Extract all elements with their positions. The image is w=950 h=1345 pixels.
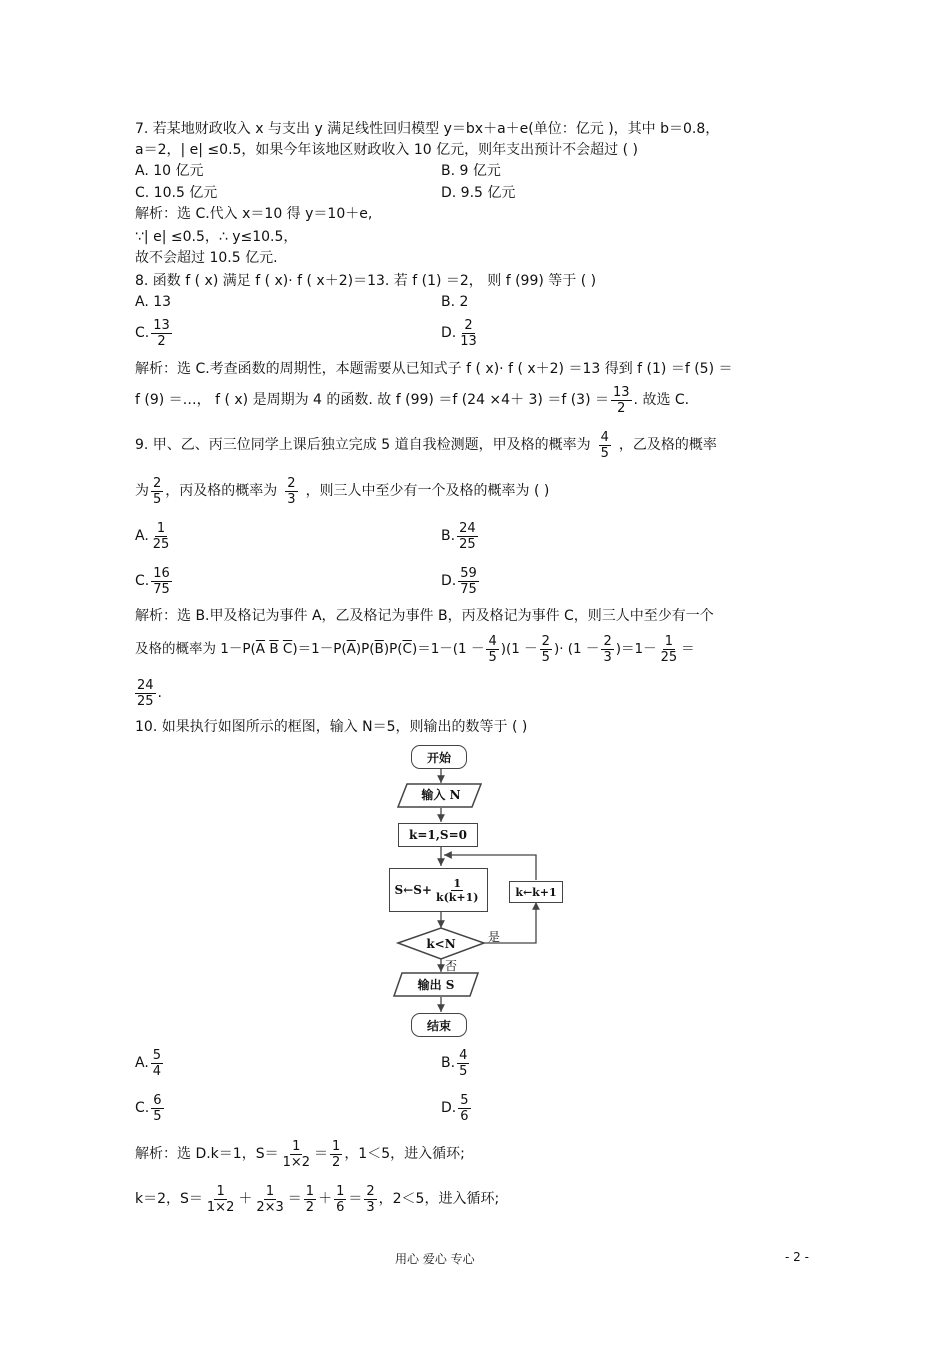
fraction-numerator: 13	[153, 317, 170, 333]
sol-text: k＝2，S＝	[135, 1191, 203, 1207]
fraction-numerator: 1	[216, 1183, 225, 1199]
q9-option-a-label: A.	[135, 528, 149, 544]
q9-stem-text-4: ，丙及格的概率为	[165, 483, 278, 499]
fraction-numerator: 59	[460, 565, 477, 581]
flowchart-calc	[389, 868, 488, 912]
fraction-denominator: 25	[660, 649, 678, 665]
sol-text: )P(	[383, 641, 403, 657]
fraction-numerator: 2	[541, 633, 550, 649]
flowchart-end: 结束	[411, 1013, 467, 1037]
fraction-numerator: 1	[336, 1183, 345, 1199]
q10-option-a	[135, 1046, 165, 1080]
sol-text: ＝	[348, 1191, 363, 1207]
sol-text: ＝	[681, 641, 695, 657]
sol-text: ，2＜5，进入循环;	[378, 1191, 500, 1207]
q7-option-c: C. 10.5 亿元	[135, 185, 218, 201]
flowchart-output-label: 输出 S	[417, 978, 455, 992]
fraction-numerator: 5	[460, 1092, 469, 1108]
fraction-numerator: 2	[464, 317, 473, 333]
fraction-denominator: 2×3	[256, 1199, 284, 1215]
event-b-complement: $\overline{B}$	[269, 641, 279, 657]
q7-option-d: D. 9.5 亿元	[441, 185, 516, 201]
q10-option-d	[441, 1091, 473, 1125]
flowchart-condition: k<N	[426, 937, 456, 951]
sol-text: ＋	[318, 1191, 333, 1207]
q9-stem-text-3: 为	[135, 483, 149, 499]
fraction-numerator: 1	[265, 1183, 275, 1199]
fraction-numerator: 1	[305, 1183, 315, 1199]
fraction-denominator: 6	[460, 1108, 469, 1124]
q8-stem: 8. 函数 f ( x) 满足 f ( x)· f ( x＋2)＝13. 若 f (1) ＝2， 则 f (99) 等于 ( )	[135, 273, 597, 289]
footer-motto: 用心 爱心 专心	[395, 1252, 475, 1266]
q10-option-c	[135, 1091, 166, 1125]
fraction	[205, 1184, 236, 1215]
fraction-denominator: 5	[541, 649, 550, 665]
q10-option-a-label: A.	[135, 1055, 149, 1071]
fraction-numerator: 24	[137, 677, 154, 693]
fraction-numerator: 4	[488, 633, 497, 649]
flowchart-input-label: 输入 N	[421, 788, 461, 802]
fraction-numerator: 2	[366, 1183, 375, 1199]
fraction-denominator: 5	[153, 1108, 162, 1124]
q7-solution-line2: ∵| e| ≤0.5，∴ y≤10.5，	[135, 229, 298, 245]
fraction	[330, 1139, 342, 1170]
fraction-denominator: 1×2	[282, 1154, 311, 1170]
q7-stem-line2: a＝2，| e| ≤0.5，如果今年该地区财政收入 10 亿元，则年支出预计不会超过 ( )	[135, 142, 638, 158]
sol-text: )＝1－P(	[292, 641, 347, 657]
sol-text: )· (1 －	[553, 641, 600, 657]
fraction-denominator: 2	[305, 1199, 315, 1215]
flowchart-calc-fraction	[434, 877, 481, 904]
fraction-denominator: 3	[366, 1199, 375, 1215]
flowchart-no-label: 否	[445, 959, 458, 973]
event-a-complement: $\overline{A}$	[255, 641, 266, 657]
page-number: - 2 -	[785, 1250, 809, 1264]
fraction-denominator: 75	[153, 581, 170, 597]
q8-option-d-label: D.	[441, 325, 457, 341]
q10-solution-line1	[135, 1137, 465, 1171]
q10-option-a-fraction	[151, 1048, 163, 1079]
q9-stem-text-2: ，乙及格的概率	[618, 437, 717, 453]
flowchart-yes-label: 是	[488, 930, 501, 944]
fraction-denominator: 25	[152, 536, 170, 552]
q10-stem: 10. 如果执行如图所示的框图，输入 N＝5，则输出的数等于 ( )	[135, 719, 528, 735]
fraction	[254, 1184, 285, 1215]
q10-option-b-fraction	[457, 1048, 469, 1079]
fraction-denominator: 6	[336, 1199, 345, 1215]
fraction-denominator: 2	[617, 400, 626, 416]
q7-solution-line1: 解析：选 C.代入 x＝10 得 y＝10＋e,	[135, 206, 373, 222]
fraction-denominator: 5	[153, 491, 162, 507]
sol-text: ，1＜5，进入循环;	[344, 1146, 465, 1162]
sol-text: 解析：选 D.k＝1，S＝	[135, 1146, 279, 1162]
q10-option-d-fraction	[458, 1093, 470, 1124]
q9-solution-line1: 解析：选 B.甲及格记为事件 A，乙及格记为事件 B，丙及格记为事件 C，则三人中至少有一个	[135, 608, 714, 624]
q7-option-a: A. 10 亿元	[135, 163, 204, 179]
flowchart-increment: k←k+1	[509, 881, 563, 903]
q7-option-b: B. 9 亿元	[441, 163, 501, 179]
event-a-complement: $\overline{A}$	[346, 641, 356, 657]
fraction-denominator: 1×2	[206, 1199, 235, 1215]
fraction-numerator: 5	[152, 1047, 162, 1063]
q9-option-c-label: C.	[135, 573, 150, 589]
q10-option-b-label: B.	[441, 1055, 456, 1071]
fraction-denominator: 3	[603, 649, 612, 665]
fraction	[304, 1184, 316, 1215]
fraction	[364, 1184, 376, 1215]
q8-solution-text-end: . 故选 C.	[633, 392, 690, 408]
fraction-numerator: 1	[292, 1138, 301, 1154]
sol-text: .	[157, 685, 162, 701]
fraction-numerator: 2	[153, 475, 162, 491]
sol-text: ＋	[238, 1191, 253, 1207]
fraction-denominator: 25	[137, 693, 154, 709]
fraction-numerator: 1	[453, 876, 462, 890]
q9-stem-text-5: ，则三人中至少有一个及格的概率为 ( )	[305, 483, 550, 499]
fraction-denominator: 75	[460, 581, 477, 597]
fraction-denominator: 3	[287, 491, 296, 507]
event-b-complement: $\overline{B}$	[374, 641, 384, 657]
fraction-denominator: 5	[459, 1063, 468, 1079]
fraction-numerator: 2	[287, 475, 296, 491]
q9-option-d-label: D.	[441, 573, 457, 589]
fraction-denominator: k(k+1)	[435, 890, 479, 904]
fraction-denominator: 4	[152, 1063, 162, 1079]
q10-option-d-label: D.	[441, 1100, 457, 1116]
fraction-numerator: 16	[153, 565, 170, 581]
fraction	[281, 1139, 312, 1170]
q8-option-c-label: C.	[135, 325, 150, 341]
sol-text: ＝	[287, 1191, 302, 1207]
fraction-denominator: 5	[488, 649, 497, 665]
flowchart-init: k=1,S=0	[398, 823, 478, 847]
sol-text: )＝1－	[615, 641, 657, 657]
fraction-denominator: 25	[459, 536, 476, 552]
fraction-numerator: 6	[153, 1092, 162, 1108]
fraction	[334, 1184, 346, 1215]
fraction-denominator: 13	[460, 333, 477, 349]
event-c-complement: $\overline{C}$	[282, 641, 293, 657]
q10-option-c-fraction	[151, 1093, 163, 1124]
fraction-numerator: 1	[332, 1138, 341, 1154]
flowchart-start: 开始	[411, 745, 467, 769]
q8-option-a: A. 13	[135, 294, 172, 310]
fraction-numerator: 1	[156, 520, 166, 536]
sol-text: ＝	[314, 1146, 329, 1162]
q10-option-b	[441, 1046, 471, 1080]
fraction-numerator: 24	[459, 520, 476, 536]
fraction-denominator: 2	[332, 1154, 341, 1170]
q8-solution-text: f (9) ＝…， f ( x) 是周期为 4 的函数. 故 f (99) ＝f (24 ×4＋ 3) ＝f (3) ＝	[135, 392, 609, 408]
q10-solution-line2	[135, 1182, 499, 1216]
q9-option-b-label: B.	[441, 528, 456, 544]
q8-solution-line1: 解析：选 C.考查函数的周期性，本题需要从已知式子 f ( x)· f ( x＋2) ＝13 得到 f (1) ＝f (5) ＝	[135, 361, 733, 377]
fraction-numerator: 1	[664, 633, 673, 649]
fraction-numerator: 2	[603, 633, 612, 649]
fraction-numerator: 4	[459, 1047, 468, 1063]
fraction-denominator: 5	[600, 445, 609, 461]
q7-solution-line3: 故不会超过 10.5 亿元.	[135, 250, 278, 266]
event-c-complement: $\overline{C}$	[402, 641, 412, 657]
q7-stem-line1: 7. 若某地财政收入 x 与支出 y 满足线性回归模型 y＝bx＋a＋e(单位：亿元 )，其中 b＝0.8，	[135, 121, 720, 137]
sol-text: )＝1－(1 －	[411, 641, 485, 657]
flowchart-calc-text: S←S+	[394, 883, 432, 897]
q8-option-b: B. 2	[441, 294, 469, 310]
fraction-denominator: 2	[157, 333, 166, 349]
fraction-numerator: 4	[600, 429, 609, 445]
fraction-numerator: 13	[613, 384, 630, 400]
sol-text: )P(	[355, 641, 375, 657]
q9-stem-text: 9. 甲、乙、丙三位同学上课后独立完成 5 道自我检测题，甲及格的概率为	[135, 437, 591, 453]
q10-option-c-label: C.	[135, 1100, 150, 1116]
sol-text: )(1 －	[500, 641, 538, 657]
sol-text: 及格的概率为 1－P(	[135, 641, 256, 657]
